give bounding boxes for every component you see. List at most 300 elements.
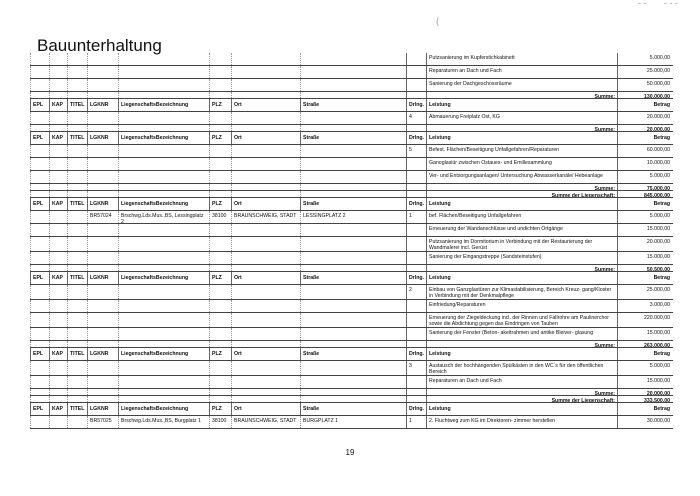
cell-epl bbox=[30, 361, 49, 375]
cell-leistung: Leistung bbox=[426, 99, 617, 111]
cell-betrag: Betrag bbox=[617, 348, 673, 360]
cell-plz: PLZ bbox=[209, 272, 231, 284]
cell-drlg bbox=[406, 224, 426, 236]
cell-plz: PLZ bbox=[209, 348, 231, 360]
cell-drlg: 1 bbox=[406, 211, 426, 223]
cell-bez bbox=[118, 285, 209, 299]
cell-lgknr: LGKNR bbox=[87, 198, 118, 210]
cell-drlg bbox=[406, 237, 426, 251]
cell-lgknr bbox=[87, 184, 118, 190]
cell-strasse: Straße bbox=[300, 348, 406, 360]
cell-plz: PLZ bbox=[209, 99, 231, 111]
cell-epl bbox=[30, 237, 49, 251]
cell-bez bbox=[118, 92, 209, 98]
cell-drlg: 5 bbox=[406, 145, 426, 157]
cell-strasse: Straße bbox=[300, 99, 406, 111]
cell-betrag: 20.000,00 bbox=[617, 112, 673, 124]
cell-betrag: 30.000,00 bbox=[617, 416, 673, 428]
cell-strasse bbox=[300, 66, 406, 78]
cell-drlg bbox=[406, 158, 426, 170]
cell-epl bbox=[30, 211, 49, 223]
cell-plz bbox=[209, 237, 231, 251]
cell-bez bbox=[118, 184, 209, 190]
cell-kap bbox=[49, 211, 67, 223]
cell-leistung: 2. Fluchtweg zum KG im Direktoren- zimmer herstellen bbox=[426, 416, 617, 428]
cell-leistung: Putzsanierung im Kupferstichkabinett bbox=[426, 53, 617, 65]
cell-leistung: Leistung bbox=[426, 403, 617, 415]
cell-leistung: Leistung bbox=[426, 272, 617, 284]
cell-titel: TITEL bbox=[67, 99, 87, 111]
cell-epl bbox=[30, 184, 49, 190]
cell-bez bbox=[118, 158, 209, 170]
cell-leistung: Befest. Flächen/Beseitigung Unfallgefahren/Reparaturen bbox=[426, 145, 617, 157]
cell-titel: TITEL bbox=[67, 198, 87, 210]
cell-betrag: 15.000,00 bbox=[617, 328, 673, 340]
table-row bbox=[30, 252, 673, 265]
cell-titel bbox=[67, 237, 87, 251]
cell-drlg bbox=[406, 184, 426, 190]
cell-ort bbox=[231, 184, 300, 190]
cell-epl bbox=[30, 265, 49, 271]
cell-epl bbox=[30, 79, 49, 91]
cell-epl: EPL bbox=[30, 403, 49, 415]
cell-bez: Brschwg.Lds.Mus.,BS, Burgplatz 1 bbox=[118, 416, 209, 428]
cell-strasse: Straße bbox=[300, 132, 406, 144]
cell-plz: PLZ bbox=[209, 403, 231, 415]
cell-ort bbox=[231, 341, 300, 347]
cell-titel bbox=[67, 376, 87, 388]
table-row bbox=[30, 171, 673, 184]
cell-plz bbox=[209, 361, 231, 375]
cell-drlg bbox=[406, 396, 426, 402]
cell-ort: Ort bbox=[231, 348, 300, 360]
cell-bez: Brschwg.Lds.Mus.,BS, Lessingplatz 2 bbox=[118, 211, 209, 223]
cell-epl bbox=[30, 224, 49, 236]
table-row bbox=[30, 211, 673, 224]
cell-epl bbox=[30, 285, 49, 299]
cell-drlg bbox=[406, 389, 426, 395]
cell-drlg bbox=[406, 341, 426, 347]
cell-ort bbox=[231, 145, 300, 157]
cell-kap bbox=[49, 300, 67, 312]
cell-lgknr bbox=[87, 300, 118, 312]
cell-drlg: Drlng. bbox=[406, 403, 426, 415]
cell-titel bbox=[67, 341, 87, 347]
cell-kap bbox=[49, 92, 67, 98]
cell-strasse bbox=[300, 313, 406, 327]
cell-lgknr bbox=[87, 285, 118, 299]
cell-titel bbox=[67, 112, 87, 124]
cell-betrag: Betrag bbox=[617, 272, 673, 284]
cell-kap bbox=[49, 112, 67, 124]
cell-strasse bbox=[300, 92, 406, 98]
cell-drlg bbox=[406, 252, 426, 264]
cell-titel bbox=[67, 396, 87, 402]
table-row bbox=[30, 79, 673, 92]
cell-lgknr bbox=[87, 224, 118, 236]
cell-titel bbox=[67, 252, 87, 264]
cell-epl bbox=[30, 328, 49, 340]
cell-kap bbox=[49, 66, 67, 78]
cell-ort bbox=[231, 313, 300, 327]
cell-epl bbox=[30, 145, 49, 157]
sum-row bbox=[30, 125, 673, 132]
cell-bez bbox=[118, 376, 209, 388]
cell-bez bbox=[118, 265, 209, 271]
cell-kap bbox=[49, 328, 67, 340]
cell-ort: Ort bbox=[231, 272, 300, 284]
cell-betrag: Betrag bbox=[617, 198, 673, 210]
cell-drlg bbox=[406, 300, 426, 312]
table-row bbox=[30, 300, 673, 313]
cell-bez bbox=[118, 191, 209, 197]
cell-plz bbox=[209, 376, 231, 388]
cell-kap bbox=[49, 416, 67, 428]
total-row bbox=[30, 396, 673, 403]
cell-leistung: Summe: bbox=[426, 341, 617, 347]
cell-betrag: 333.500,00 bbox=[617, 396, 673, 402]
cell-plz bbox=[209, 158, 231, 170]
cell-ort bbox=[231, 285, 300, 299]
cell-plz: 38100 bbox=[209, 211, 231, 223]
cell-titel bbox=[67, 53, 87, 65]
cell-titel: TITEL bbox=[67, 132, 87, 144]
page-number: 19 bbox=[345, 448, 355, 457]
cell-lgknr bbox=[87, 53, 118, 65]
cell-lgknr bbox=[87, 341, 118, 347]
cell-ort bbox=[231, 237, 300, 251]
cell-strasse bbox=[300, 285, 406, 299]
cell-plz bbox=[209, 184, 231, 190]
cell-leistung: Leistung bbox=[426, 132, 617, 144]
cell-drlg bbox=[406, 376, 426, 388]
cell-titel bbox=[67, 79, 87, 91]
cell-ort bbox=[231, 328, 300, 340]
cell-leistung: Summe: bbox=[426, 389, 617, 395]
cell-strasse bbox=[300, 191, 406, 197]
cell-ort bbox=[231, 112, 300, 124]
cell-ort bbox=[231, 125, 300, 131]
cell-plz: 38100 bbox=[209, 416, 231, 428]
cell-strasse bbox=[300, 376, 406, 388]
cell-epl bbox=[30, 125, 49, 131]
cell-drlg bbox=[406, 328, 426, 340]
cell-kap: KAP bbox=[49, 198, 67, 210]
cell-titel bbox=[67, 361, 87, 375]
cell-strasse bbox=[300, 171, 406, 183]
cell-betrag: 845.000,00 bbox=[617, 191, 673, 197]
cell-plz bbox=[209, 125, 231, 131]
cell-betrag: 25.000,00 bbox=[617, 66, 673, 78]
cell-ort bbox=[231, 396, 300, 402]
cell-epl bbox=[30, 252, 49, 264]
cell-bez bbox=[118, 53, 209, 65]
cell-lgknr bbox=[87, 389, 118, 395]
cell-epl bbox=[30, 416, 49, 428]
cell-lgknr: BR57025 bbox=[87, 416, 118, 428]
cell-plz bbox=[209, 53, 231, 65]
cell-lgknr bbox=[87, 313, 118, 327]
total-row bbox=[30, 191, 673, 198]
cell-betrag: 15.000,00 bbox=[617, 376, 673, 388]
cell-kap bbox=[49, 53, 67, 65]
cell-ort bbox=[231, 224, 300, 236]
cell-ort: BRAUNSCHWEIG, STADT bbox=[231, 416, 300, 428]
cell-kap bbox=[49, 224, 67, 236]
cell-lgknr: LGKNR bbox=[87, 99, 118, 111]
cell-kap bbox=[49, 396, 67, 402]
cell-bez: LiegenschaftsBezeichnung bbox=[118, 99, 209, 111]
cell-drlg bbox=[406, 53, 426, 65]
cell-epl bbox=[30, 313, 49, 327]
cell-strasse bbox=[300, 396, 406, 402]
header-row bbox=[30, 272, 673, 285]
cell-ort bbox=[231, 92, 300, 98]
cell-titel: TITEL bbox=[67, 403, 87, 415]
cell-plz bbox=[209, 92, 231, 98]
sum-row bbox=[30, 341, 673, 348]
cell-kap bbox=[49, 252, 67, 264]
cell-lgknr bbox=[87, 265, 118, 271]
cell-ort bbox=[231, 191, 300, 197]
cell-kap bbox=[49, 145, 67, 157]
table-row bbox=[30, 53, 673, 66]
cell-betrag: 220.000,00 bbox=[617, 313, 673, 327]
cell-titel bbox=[67, 313, 87, 327]
cell-plz: PLZ bbox=[209, 132, 231, 144]
cell-kap: KAP bbox=[49, 348, 67, 360]
budget-table bbox=[30, 53, 673, 429]
cell-titel bbox=[67, 125, 87, 131]
cell-plz bbox=[209, 300, 231, 312]
cell-betrag: 10.000,00 bbox=[617, 158, 673, 170]
cell-epl: EPL bbox=[30, 272, 49, 284]
cell-titel bbox=[67, 158, 87, 170]
cell-kap bbox=[49, 313, 67, 327]
cell-strasse: Straße bbox=[300, 272, 406, 284]
cell-ort: Ort bbox=[231, 99, 300, 111]
cell-leistung: Summe: bbox=[426, 125, 617, 131]
cell-strasse bbox=[300, 265, 406, 271]
cell-epl bbox=[30, 396, 49, 402]
cell-kap: KAP bbox=[49, 132, 67, 144]
cell-leistung: Abmauerung Freiplatz Ost, KG bbox=[426, 112, 617, 124]
cell-titel bbox=[67, 171, 87, 183]
cell-titel bbox=[67, 66, 87, 78]
cell-betrag: Betrag bbox=[617, 132, 673, 144]
table-row bbox=[30, 376, 673, 389]
cell-ort bbox=[231, 252, 300, 264]
cell-leistung: Sanierung der Eingangstreppe (Sandsteinstufen) bbox=[426, 252, 617, 264]
cell-plz bbox=[209, 252, 231, 264]
page-title: Bauunterhaltung bbox=[37, 36, 162, 55]
cell-lgknr: LGKNR bbox=[87, 403, 118, 415]
cell-lgknr: BR57024 bbox=[87, 211, 118, 223]
cell-betrag: 50.500,00 bbox=[617, 265, 673, 271]
cell-betrag: 25.000,00 bbox=[617, 285, 673, 299]
cell-strasse bbox=[300, 224, 406, 236]
header-row bbox=[30, 403, 673, 416]
cell-lgknr bbox=[87, 158, 118, 170]
cell-ort: Ort bbox=[231, 403, 300, 415]
cell-strasse bbox=[300, 79, 406, 91]
cell-strasse bbox=[300, 237, 406, 251]
cell-bez bbox=[118, 125, 209, 131]
cell-bez: LiegenschaftsBezeichnung bbox=[118, 403, 209, 415]
cell-bez bbox=[118, 300, 209, 312]
cell-bez: LiegenschaftsBezeichnung bbox=[118, 132, 209, 144]
header-row bbox=[30, 99, 673, 112]
cell-drlg bbox=[406, 265, 426, 271]
cell-drlg: 3 bbox=[406, 361, 426, 375]
cell-leistung: Reparaturen an Dach und Fach bbox=[426, 376, 617, 388]
cell-betrag: 5.000,00 bbox=[617, 171, 673, 183]
cell-plz bbox=[209, 328, 231, 340]
cell-kap bbox=[49, 79, 67, 91]
cell-bez bbox=[118, 112, 209, 124]
cell-strasse bbox=[300, 184, 406, 190]
cell-titel bbox=[67, 191, 87, 197]
cell-epl: EPL bbox=[30, 132, 49, 144]
cell-plz bbox=[209, 389, 231, 395]
scan-artifacts bbox=[0, 0, 700, 26]
table-row bbox=[30, 328, 673, 341]
table-row bbox=[30, 416, 673, 429]
cell-plz bbox=[209, 79, 231, 91]
cell-lgknr bbox=[87, 92, 118, 98]
cell-kap bbox=[49, 265, 67, 271]
cell-strasse bbox=[300, 341, 406, 347]
cell-plz bbox=[209, 145, 231, 157]
sum-row bbox=[30, 92, 673, 99]
cell-betrag: 20.000,00 bbox=[617, 389, 673, 395]
sum-row bbox=[30, 389, 673, 396]
table-row bbox=[30, 158, 673, 171]
table-row bbox=[30, 224, 673, 237]
cell-betrag: 5.000,00 bbox=[617, 53, 673, 65]
cell-drlg bbox=[406, 125, 426, 131]
cell-strasse: Straße bbox=[300, 198, 406, 210]
cell-leistung: Erneuerung der Wandanschlüsse und undichten Ortgänge bbox=[426, 224, 617, 236]
cell-ort bbox=[231, 79, 300, 91]
cell-betrag: 130.000,00 bbox=[617, 92, 673, 98]
cell-leistung: Summe: bbox=[426, 265, 617, 271]
cell-leistung: Einbau von Ganzglastüren zur Klimastabilisierung, Bereich Kreuz- gang/Kloster in Verbindung mit der Denkmalpflege bbox=[426, 285, 617, 299]
cell-kap bbox=[49, 125, 67, 131]
cell-bez bbox=[118, 313, 209, 327]
cell-plz bbox=[209, 265, 231, 271]
cell-titel bbox=[67, 328, 87, 340]
table-row bbox=[30, 66, 673, 79]
cell-plz bbox=[209, 341, 231, 347]
cell-drlg: Drlng. bbox=[406, 198, 426, 210]
cell-lgknr bbox=[87, 66, 118, 78]
cell-lgknr bbox=[87, 171, 118, 183]
cell-leistung: Leistung bbox=[426, 348, 617, 360]
cell-leistung: Summe: bbox=[426, 184, 617, 190]
cell-titel: TITEL bbox=[67, 272, 87, 284]
cell-betrag: 20.000,00 bbox=[617, 237, 673, 251]
cell-plz bbox=[209, 171, 231, 183]
cell-bez: LiegenschaftsBezeichnung bbox=[118, 272, 209, 284]
cell-betrag: 3.000,00 bbox=[617, 300, 673, 312]
cell-plz bbox=[209, 224, 231, 236]
cell-kap bbox=[49, 191, 67, 197]
cell-ort bbox=[231, 53, 300, 65]
cell-strasse bbox=[300, 125, 406, 131]
cell-kap bbox=[49, 158, 67, 170]
cell-drlg: 2 bbox=[406, 285, 426, 299]
cell-bez bbox=[118, 328, 209, 340]
cell-lgknr bbox=[87, 328, 118, 340]
cell-bez bbox=[118, 361, 209, 375]
cell-titel bbox=[67, 416, 87, 428]
cell-betrag: Betrag bbox=[617, 99, 673, 111]
cell-lgknr bbox=[87, 396, 118, 402]
cell-epl bbox=[30, 300, 49, 312]
cell-bez bbox=[118, 79, 209, 91]
cell-drlg: Drlng. bbox=[406, 132, 426, 144]
cell-kap: KAP bbox=[49, 403, 67, 415]
header-row bbox=[30, 132, 673, 145]
cell-titel bbox=[67, 300, 87, 312]
cell-betrag: 5.000,00 bbox=[617, 211, 673, 223]
cell-epl: EPL bbox=[30, 198, 49, 210]
cell-strasse bbox=[300, 389, 406, 395]
cell-leistung: Sanierung der Dachgeschossräume bbox=[426, 79, 617, 91]
cell-kap: KAP bbox=[49, 272, 67, 284]
cell-epl bbox=[30, 112, 49, 124]
cell-kap bbox=[49, 171, 67, 183]
cell-plz: PLZ bbox=[209, 198, 231, 210]
cell-lgknr bbox=[87, 376, 118, 388]
cell-kap bbox=[49, 376, 67, 388]
cell-epl bbox=[30, 158, 49, 170]
cell-bez bbox=[118, 252, 209, 264]
cell-epl bbox=[30, 92, 49, 98]
cell-drlg: 4 bbox=[406, 112, 426, 124]
cell-drlg: 1 bbox=[406, 416, 426, 428]
cell-plz bbox=[209, 112, 231, 124]
cell-betrag: 263.000,00 bbox=[617, 341, 673, 347]
table-row bbox=[30, 112, 673, 125]
cell-betrag: 75.000,00 bbox=[617, 184, 673, 190]
cell-epl: EPL bbox=[30, 99, 49, 111]
cell-leistung: Putzsanierung im Dormitorium in Verbindung mit der Restaurierung der Wandmalerei incl. Gerüst bbox=[426, 237, 617, 251]
cell-drlg bbox=[406, 66, 426, 78]
cell-leistung: bef. Flächen/Beseitigung Unfallgefahren bbox=[426, 211, 617, 223]
cell-leistung: Einfriedung/Reparaturen bbox=[426, 300, 617, 312]
cell-strasse: BURGPLATZ 1 bbox=[300, 416, 406, 428]
cell-lgknr bbox=[87, 79, 118, 91]
cell-drlg: Drlng. bbox=[406, 99, 426, 111]
cell-lgknr bbox=[87, 191, 118, 197]
cell-drlg bbox=[406, 191, 426, 197]
cell-bez bbox=[118, 224, 209, 236]
cell-bez bbox=[118, 66, 209, 78]
cell-titel bbox=[67, 145, 87, 157]
cell-epl bbox=[30, 376, 49, 388]
cell-kap bbox=[49, 237, 67, 251]
cell-bez: LiegenschaftsBezeichnung bbox=[118, 348, 209, 360]
cell-ort: Ort bbox=[231, 198, 300, 210]
cell-betrag: 15.000,00 bbox=[617, 252, 673, 264]
cell-ort bbox=[231, 361, 300, 375]
cell-leistung: Austausch der hochhängenden Spülkästen in den WC`s für den öffentlichen Bereich bbox=[426, 361, 617, 375]
cell-strasse: LESSINGPLATZ 2 bbox=[300, 211, 406, 223]
cell-plz bbox=[209, 313, 231, 327]
cell-lgknr bbox=[87, 252, 118, 264]
